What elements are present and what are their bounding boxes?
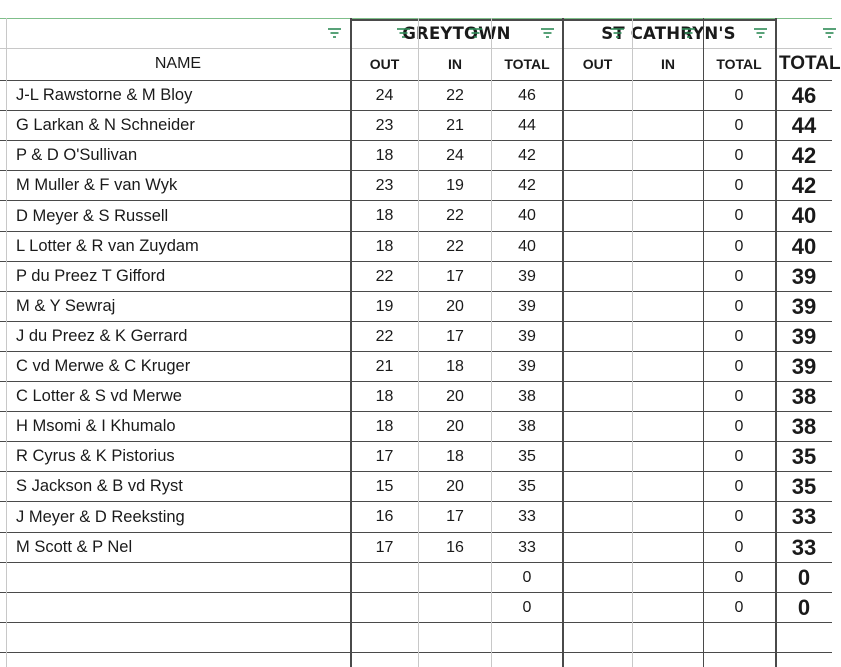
greytown-out-cell[interactable]: 24 (375, 86, 394, 104)
stc-in-cell[interactable] (633, 352, 703, 381)
stc-total-cell[interactable]: 0 (734, 508, 744, 525)
greytown-total-cell[interactable]: 39 (518, 327, 536, 345)
greytown-in-cell[interactable]: 17 (446, 267, 464, 285)
greytown-in-cell[interactable]: 20 (446, 297, 464, 315)
greytown-out-cell[interactable] (351, 593, 418, 622)
stc-total-cell[interactable]: 0 (734, 237, 744, 255)
filter-icon[interactable] (327, 27, 342, 39)
filter-icon[interactable] (610, 27, 625, 39)
stc-total-cell[interactable]: 0 (734, 86, 744, 104)
player-pair-name[interactable]: H Msomi & I Khumalo (16, 417, 176, 435)
stc-out-cell[interactable] (563, 502, 632, 532)
stc-out-cell[interactable] (563, 201, 632, 231)
row-border (0, 231, 832, 232)
row-border (0, 48, 832, 49)
greytown-out-cell[interactable]: 19 (375, 297, 394, 315)
stc-total-cell[interactable]: 0 (734, 598, 744, 616)
greytown-total-cell[interactable]: 46 (518, 86, 536, 104)
greytown-total-cell[interactable]: 0 (522, 568, 532, 586)
row-border (0, 80, 832, 81)
stc-in-cell[interactable] (633, 201, 703, 231)
stc-out-cell[interactable] (563, 262, 632, 291)
grand-total-cell[interactable]: 40 (791, 203, 817, 228)
row-border (0, 200, 832, 201)
column-header-grand-total[interactable]: TOTAL (779, 53, 841, 74)
stc-total-cell[interactable]: 0 (734, 387, 744, 405)
greytown-out-cell[interactable]: 23 (375, 116, 394, 134)
grand-total-cell[interactable]: 39 (791, 293, 817, 319)
stc-out-cell[interactable] (563, 292, 632, 321)
row-border (0, 441, 832, 442)
player-pair-name[interactable] (6, 593, 350, 622)
player-pair-name[interactable]: M Scott & P Nel (16, 538, 133, 556)
stc-in-cell[interactable] (633, 171, 703, 200)
greytown-out-cell[interactable]: 18 (375, 237, 394, 255)
stc-out-cell[interactable] (563, 442, 632, 471)
row-border (0, 622, 832, 623)
stc-in-cell[interactable] (633, 502, 703, 532)
greytown-total-cell[interactable]: 44 (518, 116, 536, 134)
stc-in-cell[interactable] (633, 322, 703, 351)
stc-in-cell[interactable] (633, 623, 703, 652)
greytown-in-cell[interactable]: 20 (446, 387, 464, 405)
greytown-total-cell[interactable]: 38 (518, 387, 536, 405)
grand-total-cell[interactable]: 35 (791, 443, 817, 469)
stc-in-cell[interactable] (633, 412, 703, 441)
filter-icon[interactable] (468, 27, 483, 39)
column-header-stc-total[interactable]: TOTAL (716, 56, 762, 72)
stc-total-cell[interactable] (704, 623, 774, 652)
column-border (491, 18, 492, 667)
greytown-out-cell[interactable] (351, 563, 418, 592)
column-header-name[interactable]: NAME (154, 55, 202, 72)
player-pair-name[interactable]: C Lotter & S vd Merwe (16, 387, 182, 405)
greytown-total-cell[interactable]: 39 (518, 297, 536, 315)
greytown-in-cell[interactable]: 18 (446, 447, 464, 465)
stc-total-cell[interactable]: 0 (734, 207, 744, 224)
stc-out-cell[interactable] (563, 81, 632, 110)
column-border (350, 18, 352, 667)
greytown-in-cell[interactable]: 24 (446, 146, 464, 164)
row-border (0, 652, 832, 653)
player-pair-name[interactable]: P du Preez T Gifford (16, 267, 166, 285)
stc-out-cell[interactable] (563, 322, 632, 351)
filter-icon[interactable] (753, 27, 768, 39)
grand-total-cell[interactable]: 42 (791, 172, 817, 198)
grand-total-cell[interactable]: 33 (791, 504, 817, 529)
player-pair-name[interactable]: S Jackson & B vd Ryst (16, 477, 183, 495)
row-border (0, 321, 832, 322)
greytown-in-cell[interactable]: 19 (446, 176, 464, 194)
stc-total-cell[interactable]: 0 (734, 447, 744, 465)
greytown-total-cell[interactable]: 39 (518, 267, 536, 285)
greytown-in-cell[interactable]: 20 (446, 417, 464, 435)
filter-icon[interactable] (822, 27, 837, 39)
greytown-in-cell[interactable]: 22 (446, 237, 464, 255)
player-pair-name[interactable]: M & Y Sewraj (16, 297, 116, 315)
greytown-total-cell[interactable] (492, 623, 562, 652)
greytown-out-cell[interactable]: 23 (375, 176, 394, 194)
grand-total-cell[interactable]: 39 (791, 323, 817, 349)
stc-out-cell[interactable] (563, 472, 632, 501)
greytown-out-cell[interactable]: 17 (375, 447, 394, 465)
stc-total-cell[interactable]: 0 (734, 568, 744, 586)
greytown-in-cell[interactable] (419, 623, 491, 652)
player-pair-name[interactable]: J-L Rawstorne & M Bloy (16, 86, 193, 104)
grand-total-cell[interactable]: 40 (791, 233, 817, 259)
player-pair-name[interactable]: D Meyer & S Russell (16, 206, 169, 225)
group-header-st-cathryns[interactable]: ST CATHRYN'S (601, 23, 736, 43)
row-border (0, 592, 832, 593)
grand-total-cell[interactable]: 38 (791, 383, 817, 409)
greytown-out-cell[interactable]: 21 (375, 357, 394, 375)
grand-total-cell[interactable]: 0 (797, 564, 811, 590)
grand-total-cell[interactable]: 0 (797, 594, 811, 620)
greytown-in-cell[interactable]: 16 (446, 538, 464, 556)
greytown-in-cell[interactable]: 17 (446, 327, 464, 345)
grand-total-cell[interactable]: 39 (791, 263, 817, 289)
row-border (0, 261, 832, 262)
greytown-total-cell[interactable]: 38 (518, 417, 536, 435)
stc-in-cell[interactable] (633, 533, 703, 562)
column-border (6, 18, 7, 667)
greytown-in-cell[interactable]: 20 (446, 477, 464, 495)
column-header-stc-out[interactable]: OUT (582, 56, 613, 72)
player-pair-name[interactable]: J du Preez & K Gerrard (16, 327, 188, 345)
stc-out-cell[interactable] (563, 232, 632, 261)
stc-in-cell[interactable] (633, 563, 703, 592)
column-border (703, 18, 704, 667)
greytown-out-cell[interactable]: 15 (375, 477, 394, 495)
stc-in-cell[interactable] (633, 442, 703, 471)
greytown-total-cell[interactable]: 39 (518, 357, 536, 375)
row-border (0, 501, 832, 502)
stc-total-cell[interactable]: 0 (734, 417, 744, 435)
grand-total-cell[interactable]: 33 (791, 534, 817, 560)
stc-out-cell[interactable] (563, 171, 632, 200)
stc-out-cell[interactable] (563, 412, 632, 441)
greytown-out-cell[interactable]: 18 (375, 207, 394, 224)
stc-total-cell[interactable]: 0 (734, 116, 744, 134)
player-pair-name[interactable]: R Cyrus & K Pistorius (16, 447, 175, 465)
stc-in-cell[interactable] (633, 141, 703, 170)
greytown-in-cell[interactable] (419, 563, 491, 592)
stc-in-cell[interactable] (633, 81, 703, 110)
stc-total-cell[interactable]: 0 (734, 538, 744, 556)
stc-out-cell[interactable] (563, 533, 632, 562)
greytown-out-cell[interactable]: 18 (375, 417, 394, 435)
stc-in-cell[interactable] (633, 111, 703, 140)
stc-total-cell[interactable]: 0 (734, 267, 744, 285)
column-header-greytown-out[interactable]: OUT (369, 56, 400, 72)
row-border (0, 562, 832, 563)
grand-total-cell[interactable]: 44 (791, 112, 817, 138)
stc-out-cell[interactable] (563, 563, 632, 592)
grand-total-cell[interactable] (776, 623, 832, 652)
greytown-total-cell[interactable]: 42 (518, 176, 536, 194)
player-pair-name[interactable] (6, 623, 350, 652)
greytown-total-cell[interactable]: 35 (518, 447, 536, 465)
column-border (775, 18, 777, 667)
greytown-in-cell[interactable] (419, 593, 491, 622)
stc-out-cell[interactable] (563, 382, 632, 411)
player-pair-name[interactable] (6, 563, 350, 592)
stc-out-cell[interactable] (563, 593, 632, 622)
row-border (0, 471, 832, 472)
group-header-greytown[interactable]: GREYTOWN (402, 23, 511, 43)
stc-total-cell[interactable]: 0 (734, 297, 744, 315)
greytown-total-cell[interactable]: 33 (518, 538, 536, 556)
stc-out-cell[interactable] (563, 141, 632, 170)
column-border (632, 18, 633, 667)
greytown-out-cell[interactable] (351, 623, 418, 652)
row-border (0, 110, 832, 111)
greytown-out-cell[interactable]: 18 (375, 387, 394, 405)
stc-in-cell[interactable] (633, 472, 703, 501)
row-border (0, 351, 832, 352)
stc-total-cell[interactable]: 0 (734, 327, 744, 345)
greytown-in-cell[interactable]: 22 (446, 207, 464, 224)
greytown-out-cell[interactable]: 22 (375, 267, 394, 285)
filter-icon[interactable] (396, 27, 411, 39)
greytown-in-cell[interactable]: 21 (446, 116, 464, 134)
greytown-in-cell[interactable]: 17 (446, 508, 464, 525)
filter-icon[interactable] (540, 27, 555, 39)
player-pair-name[interactable]: P & D O'Sullivan (16, 146, 138, 164)
grand-total-cell[interactable]: 38 (791, 413, 817, 439)
stc-total-cell[interactable]: 0 (734, 176, 744, 194)
row-border (0, 140, 832, 141)
filter-icon[interactable] (681, 27, 696, 39)
greytown-total-cell[interactable]: 40 (518, 207, 536, 224)
greytown-total-cell[interactable]: 35 (518, 477, 536, 495)
stc-total-cell[interactable]: 0 (734, 146, 744, 164)
greytown-out-cell[interactable]: 22 (375, 327, 394, 345)
column-header-greytown-total[interactable]: TOTAL (504, 56, 550, 72)
grand-total-cell[interactable]: 35 (791, 473, 817, 499)
column-header-stc-in[interactable]: IN (661, 56, 675, 72)
greytown-out-cell[interactable]: 17 (375, 538, 394, 556)
player-pair-name[interactable]: J Meyer & D Reeksting (16, 507, 185, 526)
row-border (0, 411, 832, 412)
stc-total-cell[interactable]: 0 (734, 477, 744, 495)
stc-total-cell[interactable]: 0 (734, 357, 744, 375)
greytown-total-cell[interactable]: 33 (518, 508, 536, 525)
stc-out-cell[interactable] (563, 623, 632, 652)
stc-in-cell[interactable] (633, 262, 703, 291)
row-border (0, 291, 832, 292)
stc-in-cell[interactable] (633, 232, 703, 261)
grand-total-cell[interactable]: 46 (791, 82, 817, 108)
stc-in-cell[interactable] (633, 382, 703, 411)
stc-out-cell[interactable] (563, 352, 632, 381)
greytown-out-cell[interactable]: 16 (375, 508, 394, 525)
greytown-total-cell[interactable]: 40 (518, 237, 536, 255)
column-border (562, 18, 564, 667)
greytown-total-cell[interactable]: 42 (518, 146, 536, 164)
column-border (418, 18, 419, 667)
row-border (0, 381, 832, 382)
greytown-in-cell[interactable]: 22 (446, 86, 464, 104)
greytown-in-cell[interactable]: 18 (446, 357, 464, 375)
row-border (0, 532, 832, 533)
greytown-out-cell[interactable]: 18 (375, 146, 394, 164)
player-pair-name[interactable]: L Lotter & R van Zuydam (16, 237, 199, 255)
row-border (0, 170, 832, 171)
player-pair-name[interactable]: G Larkan & N Schneider (16, 116, 195, 134)
column-header-greytown-in[interactable]: IN (448, 56, 462, 72)
grand-total-cell[interactable]: 42 (791, 142, 817, 168)
player-pair-name[interactable]: C vd Merwe & C Kruger (16, 357, 191, 375)
grand-total-cell[interactable]: 39 (791, 353, 817, 379)
greytown-total-cell[interactable]: 0 (522, 598, 532, 616)
stc-in-cell[interactable] (633, 593, 703, 622)
player-pair-name[interactable]: M Muller & F van Wyk (16, 176, 178, 194)
stc-out-cell[interactable] (563, 111, 632, 140)
stc-in-cell[interactable] (633, 292, 703, 321)
